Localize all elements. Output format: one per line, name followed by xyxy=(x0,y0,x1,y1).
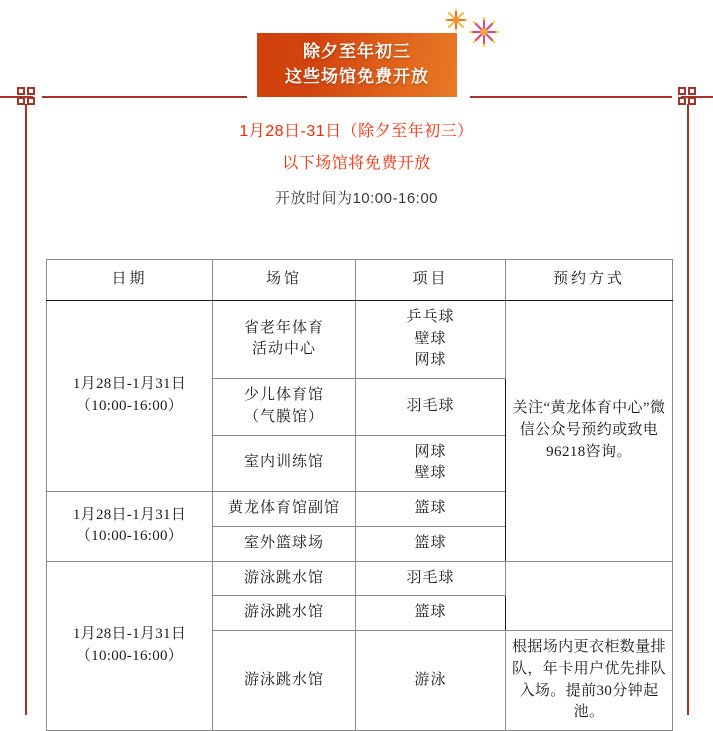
banner-title-line2: 这些场馆免费开放 xyxy=(285,67,429,86)
booking-note-cell: 关注“黄龙体育中心”微信公众号预约或致电96218咨询。 xyxy=(506,300,673,561)
intro-block xyxy=(0,118,713,216)
activity-name: 篮球 xyxy=(414,500,447,516)
schedule-table xyxy=(46,259,673,731)
firework-burst-pink-icon xyxy=(470,18,498,46)
intro-date-line: 1月28日-31日（除夕至年初三） xyxy=(239,123,474,140)
venue-line: 少儿体育馆 xyxy=(243,387,324,403)
activity-name: 游泳 xyxy=(414,671,447,688)
activity-name: 篮球 xyxy=(414,604,447,621)
activity-cell xyxy=(356,300,506,378)
table-row xyxy=(47,561,673,596)
venue-line: 游泳跳水馆 xyxy=(243,604,324,621)
headline-banner xyxy=(257,33,457,97)
column-header-3: 项目 xyxy=(356,260,506,301)
activity-cell xyxy=(356,379,506,436)
date-cell xyxy=(47,561,213,731)
venue-line: 游泳跳水馆 xyxy=(243,569,324,586)
activity-name: 羽毛球 xyxy=(406,569,455,586)
intro-subtitle: 以下场馆将免费开放 xyxy=(282,155,431,172)
date-hours: （10:00-16:00） xyxy=(75,647,184,664)
venue-cell xyxy=(213,631,356,731)
date-cell xyxy=(47,492,213,562)
venue-line: 游泳跳水馆 xyxy=(243,671,324,688)
venue-line: （气膜馆） xyxy=(243,408,324,425)
activity-cell xyxy=(356,526,506,561)
frame-rule-right xyxy=(470,96,672,98)
activity-name: 壁球 xyxy=(414,330,447,347)
lattice-knot-icon xyxy=(678,87,698,107)
date-range: 1月28日-1月31日 xyxy=(72,506,187,523)
activity-cell xyxy=(356,631,506,731)
activity-name: 羽毛球 xyxy=(406,397,455,414)
column-header-4: 预约方式 xyxy=(506,260,673,301)
date-cell xyxy=(47,300,213,491)
venue-line: 省老年体育 xyxy=(243,319,324,336)
venue-line: 室外篮球场 xyxy=(243,534,324,551)
date-range: 1月28日-1月31日 xyxy=(72,376,187,393)
activity-cell xyxy=(356,435,506,492)
date-hours: （10:00-16:00） xyxy=(75,397,184,414)
activity-name: 篮球 xyxy=(414,534,447,551)
schedule-table-body xyxy=(47,260,673,731)
activity-name: 壁球 xyxy=(414,465,447,482)
table-header-row xyxy=(47,260,673,301)
venue-cell xyxy=(213,300,356,378)
date-range: 1月28日-1月31日 xyxy=(72,626,187,642)
column-header-2: 场馆 xyxy=(213,260,356,301)
date-hours: （10:00-16:00） xyxy=(75,528,184,545)
activity-cell xyxy=(356,596,506,631)
table-row xyxy=(47,300,673,378)
activity-cell xyxy=(356,561,506,596)
venue-line: 黄龙体育馆副馆 xyxy=(227,500,340,516)
frame-rule-left xyxy=(42,96,247,98)
column-header-1: 日期 xyxy=(47,260,213,301)
firework-burst-orange-icon xyxy=(446,10,466,30)
venue-cell xyxy=(213,526,356,561)
venue-line: 活动中心 xyxy=(251,341,316,358)
activity-name: 乒乓球 xyxy=(406,308,455,325)
venue-cell xyxy=(213,435,356,492)
venue-line: 室内训练馆 xyxy=(243,454,324,471)
activity-cell xyxy=(356,492,506,527)
activity-name: 网球 xyxy=(414,352,447,369)
schedule-table-wrapper xyxy=(46,259,672,731)
swimming-note-cell: 根据场内更衣柜数量排队，年卡用户优先排队入场。提前30分钟起池。 xyxy=(506,631,673,731)
lattice-knot-icon xyxy=(17,87,37,107)
empty-note-cell xyxy=(506,561,673,631)
activity-name: 网球 xyxy=(414,443,447,460)
venue-cell xyxy=(213,379,356,436)
banner-title-line1: 除夕至年初三 xyxy=(303,42,411,62)
venue-cell xyxy=(213,596,356,631)
intro-time-line: 开放时间为10:00-16:00 xyxy=(274,190,439,207)
venue-cell xyxy=(213,561,356,596)
venue-cell xyxy=(213,492,356,527)
